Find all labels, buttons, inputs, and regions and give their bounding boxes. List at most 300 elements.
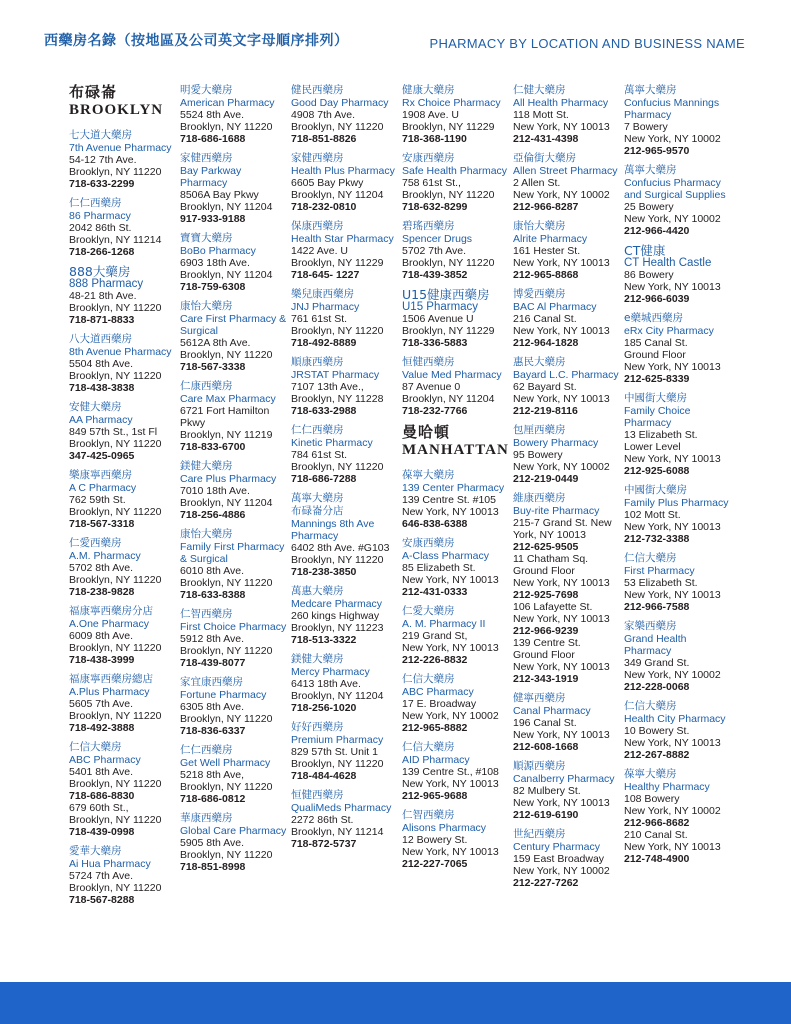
pharmacy-name-english: Medcare Pharmacy xyxy=(291,598,383,610)
address-line: New York, NY 10002 xyxy=(624,213,721,225)
pharmacy-name-english: CT Health Castle xyxy=(624,257,712,269)
pharmacy-listing xyxy=(624,484,732,545)
pharmacy-name-english: Get Well Pharmacy xyxy=(180,757,271,769)
phone-number: 212-966-9239 xyxy=(513,625,579,637)
phone-number: 718-492-3888 xyxy=(69,722,135,734)
address-line: New York, NY 10002 xyxy=(402,710,499,722)
pharmacy-name-chinese: 康怡大藥房 xyxy=(513,220,566,232)
address-line: Brooklyn, NY 11204 xyxy=(291,690,384,702)
address-line: Brooklyn, NY 11214 xyxy=(291,826,384,838)
pharmacy-name-english: Alrite Pharmacy xyxy=(513,233,588,245)
address-line: Brooklyn, NY 11220 xyxy=(69,710,162,722)
pharmacy-name-chinese: 健康大藥房 xyxy=(402,84,455,96)
address-line: 6305 8th Ave. xyxy=(180,701,245,713)
address-line: 7 Bowery xyxy=(624,121,668,133)
pharmacy-name-english: QualiMeds Pharmacy xyxy=(291,802,392,814)
pharmacy-listing xyxy=(291,84,399,145)
pharmacy-name-chinese: 仁智西藥房 xyxy=(180,608,233,620)
address-line: 48-21 8th Ave. xyxy=(69,290,137,302)
address-line: 161 Hester St. xyxy=(513,245,581,257)
phone-number: 917-933-9188 xyxy=(180,213,246,225)
pharmacy-listing xyxy=(402,84,510,145)
address-line: 679 60th St., xyxy=(69,802,129,814)
address-line: Brooklyn, NY 11220 xyxy=(180,849,273,861)
address-line: New York, NY 10013 xyxy=(513,325,610,337)
address-line: 6010 8th Ave. xyxy=(180,565,245,577)
pharmacy-name-english: 86 Pharmacy xyxy=(69,210,131,222)
phone-number: 718-567-8288 xyxy=(69,894,135,906)
section-title-chinese: 布碌崙 xyxy=(69,83,118,101)
pharmacy-listing xyxy=(180,380,288,453)
phone-number: 718-872-5737 xyxy=(291,838,357,850)
pharmacy-listing xyxy=(180,608,288,669)
pharmacy-name-english: Century Pharmacy xyxy=(513,841,600,853)
phone-number: 718-759-6308 xyxy=(180,281,246,293)
pharmacy-name-chinese: 八大道西藥房 xyxy=(69,333,132,345)
section-title-english: BROOKLYN xyxy=(69,102,164,118)
address-line: 17 E. Broadway xyxy=(402,698,477,710)
pharmacy-listing xyxy=(513,492,621,685)
address-line: 849 57th St., 1st Fl xyxy=(69,426,158,438)
pharmacy-name-chinese: 萬寧大藥房 xyxy=(624,164,677,176)
pharmacy-name-english: Safe Health Pharmacy xyxy=(402,165,508,177)
pharmacy-name-chinese: 家健西藥房 xyxy=(291,152,344,164)
address-line: 216 Canal St. xyxy=(513,313,577,325)
address-line: Brooklyn, NY 11220 xyxy=(291,554,384,566)
address-line: 7107 13th Ave., xyxy=(291,381,364,393)
pharmacy-name-chinese: 仁康西藥房 xyxy=(180,380,233,392)
phone-number: 718-686-1688 xyxy=(180,133,246,145)
address-line: 85 Elizabeth St. xyxy=(402,562,476,574)
pharmacy-name-english: A.Plus Pharmacy xyxy=(69,686,150,698)
address-line: Brooklyn, NY 11204 xyxy=(402,393,495,405)
pharmacy-name-chinese: 葆寧大藥房 xyxy=(624,768,677,780)
pharmacy-listing xyxy=(624,312,732,385)
address-line: 108 Bowery xyxy=(624,793,680,805)
address-line: New York, NY 10013 xyxy=(513,577,610,589)
pharmacy-name-chinese: 家宜康西藥房 xyxy=(180,676,243,688)
pharmacy-name-english: JNJ Pharmacy xyxy=(291,301,360,313)
pharmacy-listing xyxy=(624,768,732,865)
pharmacy-name-english: eRx City Pharmacy xyxy=(624,325,714,337)
pharmacy-listing xyxy=(69,845,177,906)
address-line: 5605 7th Ave. xyxy=(69,698,134,710)
phone-number: 718-439-8077 xyxy=(180,657,246,669)
address-line: 5724 7th Ave. xyxy=(69,870,134,882)
pharmacy-listing xyxy=(402,356,510,417)
phone-number: 212-966-7588 xyxy=(624,601,690,613)
pharmacy-name-english: Ai Hua Pharmacy xyxy=(69,858,151,870)
address-line: Brooklyn, NY 11229 xyxy=(402,121,495,133)
address-line: 219 Grand St, xyxy=(402,630,468,642)
address-line: 1908 Ave. U xyxy=(402,109,460,121)
phone-number: 718-336-5883 xyxy=(402,337,468,349)
pharmacy-listing xyxy=(513,692,621,753)
address-line: New York, NY 10013 xyxy=(402,506,499,518)
pharmacy-name-english: 7th Avenue Pharmacy xyxy=(69,142,172,154)
phone-number: 718-833-6700 xyxy=(180,441,246,453)
address-line: 7010 18th Ave. xyxy=(180,485,250,497)
address-line: 5524 8th Ave. xyxy=(180,109,245,121)
pharmacy-listing xyxy=(402,220,510,281)
address-line: New York, NY 10002 xyxy=(513,461,610,473)
phone-number: 212-219-8116 xyxy=(513,405,578,417)
address-line: 12 Bowery St. xyxy=(402,834,468,846)
column-5 xyxy=(513,84,621,896)
pharmacy-listing xyxy=(513,288,621,349)
pharmacy-name-chinese: 順源西藥房 xyxy=(513,760,566,772)
pharmacy-name-chinese: 健寧西藥房 xyxy=(513,692,566,704)
pharmacy-listing xyxy=(402,537,510,598)
pharmacy-listing xyxy=(624,244,732,305)
address-line: 95 Bowery xyxy=(513,449,563,461)
address-line: 196 Canal St. xyxy=(513,717,577,729)
phone-number: 212-965-8868 xyxy=(513,269,579,281)
pharmacy-name-chinese: 888大藥房 xyxy=(69,264,131,279)
address-line: 53 Elizabeth St. xyxy=(624,577,698,589)
pharmacy-name-chinese: e藥城西藥房 xyxy=(624,312,683,324)
pharmacy-listing xyxy=(402,469,510,530)
phone-number: 718-266-1268 xyxy=(69,246,135,258)
address-line: 5401 8th Ave. xyxy=(69,766,134,778)
pharmacy-name-chinese: 世紀西藥房 xyxy=(513,828,566,840)
phone-number: 212-267-8882 xyxy=(624,749,690,761)
phone-number: 212-227-7065 xyxy=(402,858,468,870)
address-line: Ground Floor xyxy=(513,565,575,577)
address-line: New York, NY 10013 xyxy=(513,797,610,809)
pharmacy-name-english: Care Plus Pharmacy xyxy=(180,473,277,485)
phone-number: 718-256-1020 xyxy=(291,702,357,714)
address-line: 2042 86th St. xyxy=(69,222,132,234)
pharmacy-name-english: AA Pharmacy xyxy=(69,414,133,426)
pharmacy-name-chinese: 仁仁西藥房 xyxy=(180,744,233,756)
address-line: 6605 Bay Pkwy xyxy=(291,177,364,189)
pharmacy-listing xyxy=(69,741,177,838)
section-title-chinese: 曼哈頓 xyxy=(402,423,451,441)
address-line: New York, NY 10013 xyxy=(513,257,610,269)
footer-bar xyxy=(0,982,791,1024)
pharmacy-name-english: Alisons Pharmacy xyxy=(402,822,487,834)
pharmacy-name-chinese: 碧瑤西藥房 xyxy=(402,220,455,232)
pharmacy-listing xyxy=(69,401,177,462)
phone-number: 718-567-3318 xyxy=(69,518,135,530)
address-line: Brooklyn, NY 11220 xyxy=(69,166,162,178)
address-line: New York, NY 10013 xyxy=(402,642,499,654)
pharmacy-name-chinese: 仁愛大藥房 xyxy=(402,605,455,617)
pharmacy-name-english: First Choice Pharmacy xyxy=(180,621,287,633)
pharmacy-name-chinese: 安康西藥房 xyxy=(402,537,455,549)
address-line: Ground Floor xyxy=(513,649,575,661)
address-line: 139 Centre St., #108 xyxy=(402,766,499,778)
address-line: 6903 18th Ave. xyxy=(180,257,250,269)
pharmacy-listing xyxy=(624,700,732,761)
address-line: 1422 Ave. U xyxy=(291,245,349,257)
phone-number: 718-836-6337 xyxy=(180,725,246,737)
pharmacy-listing xyxy=(624,164,732,237)
address-line: Brooklyn, NY 11220 xyxy=(69,302,162,314)
address-line: 139 Centre St. xyxy=(513,637,581,649)
pharmacy-listing xyxy=(402,741,510,802)
address-line: New York, NY 10013 xyxy=(624,841,721,853)
address-line: Brooklyn, NY 11220 xyxy=(180,781,273,793)
pharmacy-listing xyxy=(291,220,399,281)
pharmacy-name-chinese: 順康西藥房 xyxy=(291,356,344,368)
address-line: 10 Bowery St. xyxy=(624,725,690,737)
address-line: 62 Bayard St. xyxy=(513,381,577,393)
pharmacy-listing xyxy=(513,84,621,145)
address-line: Brooklyn, NY 11229 xyxy=(291,257,384,269)
pharmacy-listing xyxy=(291,288,399,349)
address-line: New York, NY 10002 xyxy=(624,133,721,145)
address-line: 87 Avenue 0 xyxy=(402,381,461,393)
pharmacy-name-english: Rx Choice Pharmacy xyxy=(402,97,501,109)
address-line: 5912 8th Ave. xyxy=(180,633,245,645)
phone-number: 718-256-4886 xyxy=(180,509,246,521)
pharmacy-listing xyxy=(180,460,288,521)
column-4 xyxy=(402,84,510,877)
pharmacy-name-english: ABC Pharmacy xyxy=(402,686,474,698)
phone-number: 212-343-1919 xyxy=(513,673,579,685)
pharmacy-listing xyxy=(291,789,399,850)
pharmacy-name-chinese: 萬寧大藥房 xyxy=(291,492,344,504)
pharmacy-listing xyxy=(624,84,732,157)
phone-number: 347-425-0965 xyxy=(69,450,135,462)
pharmacy-name-english: Care First Pharmacy & Surgical xyxy=(180,313,287,337)
pharmacy-name-chinese: 康怡大藥房 xyxy=(180,300,233,312)
pharmacy-listing xyxy=(180,300,288,373)
pharmacy-listing xyxy=(69,129,177,190)
pharmacy-listing xyxy=(180,528,288,601)
pharmacy-name-english: Health City Pharmacy xyxy=(624,713,726,725)
pharmacy-listing xyxy=(180,744,288,805)
phone-number: 212-966-8287 xyxy=(513,201,579,213)
address-line: Brooklyn, NY 11220 xyxy=(180,349,273,361)
pharmacy-name-english: U15 Pharmacy xyxy=(402,301,479,313)
pharmacy-name-english: Health Plus Pharmacy xyxy=(291,165,395,177)
phone-number: 718-567-3338 xyxy=(180,361,246,373)
pharmacy-name-chinese: 華康西藥房 xyxy=(180,812,233,824)
pharmacy-name-english: Confucius Mannings Pharmacy xyxy=(624,97,720,121)
address-line: Brooklyn, NY 11220 xyxy=(69,882,162,894)
phone-number: 212-431-0333 xyxy=(402,586,468,598)
address-line: 6413 18th Ave. xyxy=(291,678,361,690)
pharmacy-name-english: Health Star Pharmacy xyxy=(291,233,394,245)
address-line: New York, NY 10013 xyxy=(624,281,721,293)
address-line: 118 Mott St. xyxy=(513,109,569,121)
pharmacy-name-chinese: 鎂健大藥房 xyxy=(291,653,344,665)
address-line: 2 Allen St. xyxy=(513,177,561,189)
phone-number: 212-966-6039 xyxy=(624,293,690,305)
pharmacy-name-chinese: CT健康 xyxy=(624,243,666,258)
pharmacy-name-chinese: 家健西藥房 xyxy=(180,152,233,164)
address-line: 5702 8th Ave. xyxy=(69,562,134,574)
phone-number: 718-513-3322 xyxy=(291,634,357,646)
pharmacy-listing xyxy=(291,424,399,485)
address-line: Brooklyn, NY 11220 xyxy=(69,506,162,518)
phone-number: 718-238-9828 xyxy=(69,586,135,598)
phone-number: 718-686-8830 xyxy=(69,790,135,802)
phone-number: 718-871-8833 xyxy=(69,314,135,326)
phone-number: 212-625-8339 xyxy=(624,373,690,385)
pharmacy-name-chinese: 仁信大藥房 xyxy=(402,673,455,685)
phone-number: 718-438-3838 xyxy=(69,382,135,394)
pharmacy-name-english: Bayard L.C. Pharmacy xyxy=(513,369,619,381)
phone-number: 212-619-6190 xyxy=(513,809,579,821)
pharmacy-name-english: JRSTAT Pharmacy xyxy=(291,369,380,381)
address-line: 5905 8th Ave. xyxy=(180,837,245,849)
pharmacy-name-english: Bowery Pharmacy xyxy=(513,437,599,449)
pharmacy-name-chinese: 博愛西藥房 xyxy=(513,288,566,300)
address-line: 8506A Bay Pkwy xyxy=(180,189,259,201)
pharmacy-name-chinese: 中國街大藥房 xyxy=(624,392,687,404)
phone-number: 718-851-8998 xyxy=(180,861,246,873)
pharmacy-name-chinese: 亞倫街大藥房 xyxy=(513,152,576,164)
pharmacy-name-chinese: 好好西藥房 xyxy=(291,721,344,733)
address-line: Brooklyn, NY 11220 xyxy=(291,325,384,337)
phone-number: 212-227-7262 xyxy=(513,877,579,889)
pharmacy-name-english: 8th Avenue Pharmacy xyxy=(69,346,172,358)
pharmacy-name-chinese: 仁仁西藥房 xyxy=(69,197,122,209)
pharmacy-name-english: American Pharmacy xyxy=(180,97,275,109)
pharmacy-listing xyxy=(180,676,288,737)
address-line: 784 61st St. xyxy=(291,449,348,461)
pharmacy-listing xyxy=(402,288,510,349)
phone-number: 718-368-1190 xyxy=(402,133,467,145)
pharmacy-listing xyxy=(291,653,399,714)
address-line: 761 61st St. xyxy=(291,313,348,325)
column-2 xyxy=(180,84,288,880)
phone-number: 718-632-8299 xyxy=(402,201,468,213)
pharmacy-name-chinese: 安康西藥房 xyxy=(402,152,455,164)
phone-number: 212-966-4420 xyxy=(624,225,690,237)
pharmacy-listing xyxy=(69,469,177,530)
pharmacy-listing xyxy=(180,812,288,873)
address-line: 82 Mulbery St. xyxy=(513,785,581,797)
address-line: Brooklyn, NY 11204 xyxy=(180,201,273,213)
address-line: 5504 8th Ave. xyxy=(69,358,134,370)
pharmacy-name-chinese: 明愛大藥房 xyxy=(180,84,233,96)
address-line: Brooklyn, NY 11229 xyxy=(402,325,495,337)
address-line: 11 Chatham Sq. xyxy=(513,553,589,565)
pharmacy-listing xyxy=(69,605,177,666)
column-6 xyxy=(624,84,732,872)
phone-number: 718-438-3999 xyxy=(69,654,135,666)
address-line: New York, NY 10013 xyxy=(624,521,721,533)
phone-number: 212-966-8682 xyxy=(624,817,690,829)
address-line: Brooklyn, NY 11204 xyxy=(291,189,384,201)
pharmacy-name-chinese: 惠民大藥房 xyxy=(513,356,566,368)
address-line: 25 Bowery xyxy=(624,201,674,213)
pharmacy-name-chinese: 仁信大藥房 xyxy=(69,741,122,753)
pharmacy-listing xyxy=(513,356,621,417)
address-line: New York, NY 10013 xyxy=(402,778,499,790)
pharmacy-listing xyxy=(69,265,177,326)
phone-number: 212-219-0449 xyxy=(513,473,579,485)
pharmacy-listing xyxy=(291,356,399,417)
phone-number: 212-965-9688 xyxy=(402,790,468,802)
pharmacy-name-chinese: 安健大藥房 xyxy=(69,401,122,413)
pharmacy-name-english: Premium Pharmacy xyxy=(291,734,384,746)
pharmacy-name-chinese: U15健康西藥房 xyxy=(402,287,490,302)
phone-number: 718-492-8889 xyxy=(291,337,357,349)
address-line: 762 59th St. xyxy=(69,494,126,506)
address-line: Brooklyn, NY 11204 xyxy=(180,269,273,281)
address-line: Brooklyn, NY 11220 xyxy=(402,257,495,269)
pharmacy-name-english: Kinetic Pharmacy xyxy=(291,437,373,449)
address-line: 758 61st St., xyxy=(402,177,461,189)
address-line: New York, NY 10002 xyxy=(513,189,610,201)
pharmacy-name-english: BoBo Pharmacy xyxy=(180,245,256,257)
header-title-chinese: 西藥房名錄（按地區及公司英文字母順序排列） xyxy=(44,33,349,49)
address-line: 2272 86th St. xyxy=(291,814,354,826)
pharmacy-listing xyxy=(180,152,288,225)
pharmacy-name-english: A C Pharmacy xyxy=(69,482,137,494)
address-line: Brooklyn, NY 11220 xyxy=(69,778,162,790)
address-line: New York, NY 10013 xyxy=(402,574,499,586)
address-line: New York, NY 10002 xyxy=(624,669,721,681)
pharmacy-listing xyxy=(402,605,510,666)
pharmacy-name-chinese: 恒健西藥房 xyxy=(291,789,344,801)
pharmacy-name-chinese: 福康寧西藥房總店 xyxy=(69,673,153,685)
column-3 xyxy=(291,84,399,857)
pharmacy-listing xyxy=(513,152,621,213)
phone-number: 212-965-8882 xyxy=(402,722,468,734)
pharmacy-name-english: Healthy Pharmacy xyxy=(624,781,710,793)
address-line: New York, NY 10002 xyxy=(624,805,721,817)
pharmacy-listing xyxy=(180,232,288,293)
pharmacy-listing xyxy=(291,152,399,213)
phone-number: 212-925-7698 xyxy=(513,589,579,601)
pharmacy-name-english: Canal Pharmacy xyxy=(513,705,591,717)
phone-number: 212-226-8832 xyxy=(402,654,468,666)
pharmacy-name-english: 139 Center Pharmacy xyxy=(402,482,505,494)
pharmacy-name-chinese: 仁健大藥房 xyxy=(513,84,566,96)
pharmacy-name-english: Fortune Pharmacy xyxy=(180,689,267,701)
address-line: Brooklyn, NY 11220 xyxy=(180,121,273,133)
pharmacy-name-chinese: 維康西藥房 xyxy=(513,492,566,504)
address-line: Brooklyn, NY 11220 xyxy=(291,461,384,473)
address-line: Brooklyn, NY 11220 xyxy=(180,713,273,725)
address-line: Brooklyn, NY 11204 xyxy=(180,497,273,509)
address-line: Brooklyn, NY 11220 xyxy=(69,574,162,586)
address-line: Ground Floor xyxy=(624,349,686,361)
phone-number: 718-439-3852 xyxy=(402,269,468,281)
address-line: 6721 Fort Hamilton Pkwy xyxy=(180,405,270,429)
address-line: 5218 8th Ave, xyxy=(180,769,245,781)
pharmacy-name-chinese: 萬惠大藥房 xyxy=(291,585,344,597)
pharmacy-name-chinese: 鎂健大藥房 xyxy=(180,460,233,472)
pharmacy-name-chinese: 恒健西藥房 xyxy=(402,356,455,368)
address-line: New York, NY 10013 xyxy=(624,589,721,601)
pharmacy-listing xyxy=(180,84,288,145)
address-line: Brooklyn, NY 11220 xyxy=(69,370,162,382)
address-line: 5612A 8th Ave. xyxy=(180,337,251,349)
phone-number: 212-925-6088 xyxy=(624,465,690,477)
pharmacy-name-english: Grand Health Pharmacy xyxy=(624,633,687,657)
phone-number: 718-633-2988 xyxy=(291,405,357,417)
pharmacy-name-english: 888 Pharmacy xyxy=(69,278,144,290)
pharmacy-name-english: Family Plus Pharmacy xyxy=(624,497,729,509)
pharmacy-name-english: Family First Pharmacy & Surgical xyxy=(180,541,285,565)
address-line: New York, NY 10013 xyxy=(513,729,610,741)
pharmacy-name-chinese: 仁信大藥房 xyxy=(624,552,677,564)
address-line: Brooklyn, NY 11228 xyxy=(291,393,384,405)
phone-number: 212-748-4900 xyxy=(624,853,690,865)
pharmacy-name-english: Canalberry Pharmacy xyxy=(513,773,615,785)
pharmacy-name-chinese: 樂兒康西藥房 xyxy=(291,288,354,300)
pharmacy-name-english: A.One Pharmacy xyxy=(69,618,149,630)
pharmacy-name-chinese: 仁智西藥房 xyxy=(402,809,455,821)
